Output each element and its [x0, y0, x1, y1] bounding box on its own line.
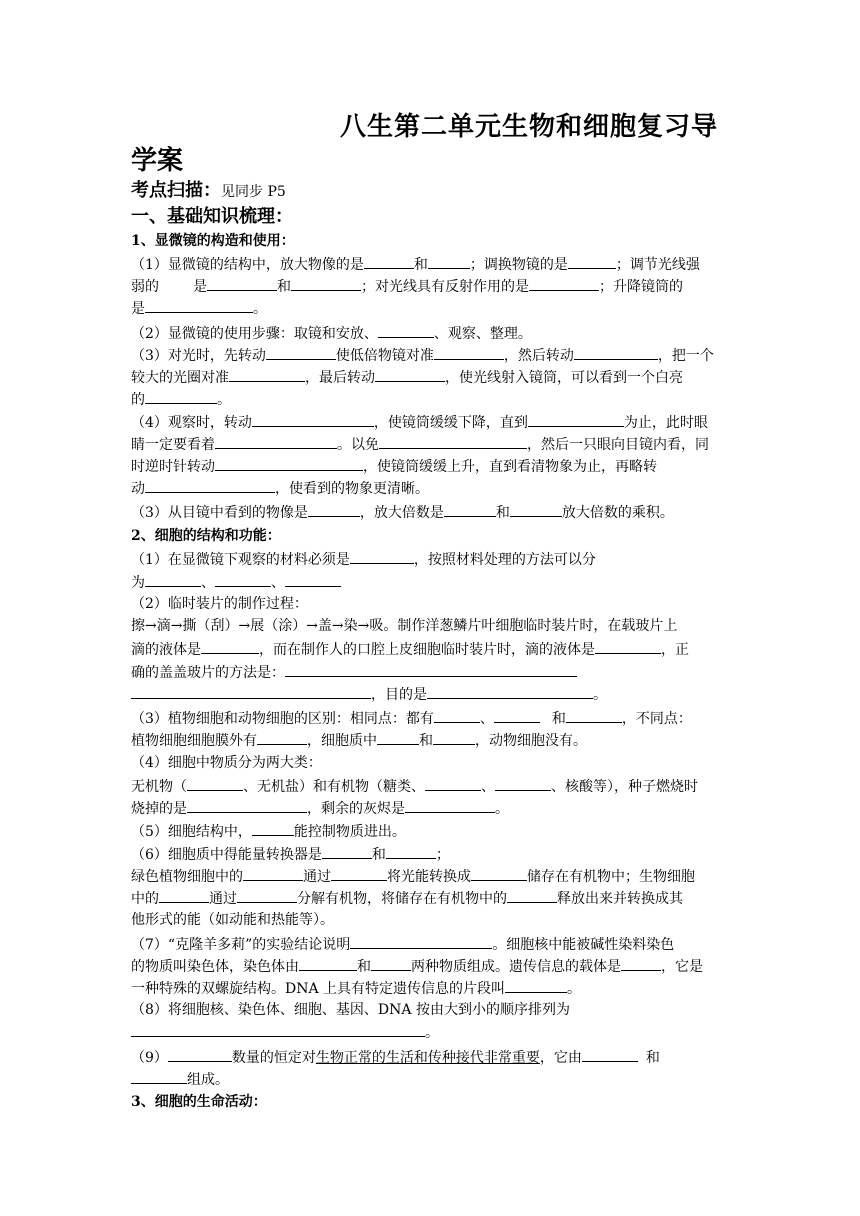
blank[interactable]	[145, 390, 217, 404]
text: 的物质叫染色体，染色体由	[131, 959, 299, 975]
c2-line5	[131, 685, 607, 704]
text: 将光能转换成	[387, 869, 471, 885]
text: 通过	[303, 869, 331, 885]
blank[interactable]	[257, 731, 307, 745]
underlined-text: 生物正常的生活和传种接代非常重要	[315, 1050, 540, 1066]
c8-line2	[131, 1023, 439, 1042]
text: ，按照材料处理的方法可以分	[413, 552, 596, 568]
blank[interactable]	[187, 777, 243, 791]
blank[interactable]	[595, 640, 661, 654]
c1-line2	[131, 573, 341, 592]
q2-line	[131, 324, 532, 343]
blank[interactable]	[252, 413, 374, 427]
text: 释放出来并转换成其	[557, 891, 683, 907]
text: 放大倍数的乘积。	[561, 505, 674, 521]
text: ，使镜筒缓缓上升，直到看清物象为止，再略转	[363, 459, 657, 475]
text: 储存在有机物中；生物细胞	[527, 869, 695, 885]
text: 分解有机物，将储存在有机物中的	[297, 891, 507, 907]
text: 是	[131, 301, 145, 317]
text: 和	[413, 257, 428, 273]
q1-line1	[131, 255, 700, 274]
scan-label: 考点扫描：	[131, 180, 221, 201]
q3-line2	[131, 368, 683, 387]
blank[interactable]	[425, 777, 481, 791]
c6-line2	[131, 867, 695, 886]
blank[interactable]	[243, 867, 303, 881]
text: 、	[479, 711, 494, 727]
text: 、	[481, 779, 495, 795]
c9-line2	[131, 1070, 229, 1089]
text: 和	[419, 733, 433, 749]
blank[interactable]	[377, 731, 419, 745]
blank[interactable]	[434, 709, 480, 723]
text: ，它由	[539, 1050, 582, 1066]
text: 绿色植物细胞中的	[131, 869, 243, 885]
c2-line4	[131, 663, 577, 682]
text: ，正	[661, 642, 689, 658]
text: ；升降镜筒的	[599, 279, 683, 295]
text: 两种物质组成。遗传信息的载体是	[411, 959, 621, 975]
blank[interactable]	[427, 685, 593, 699]
blank[interactable]	[568, 255, 616, 269]
c5-line	[131, 822, 406, 841]
c1-line1	[131, 550, 596, 569]
c6-line3	[131, 889, 683, 908]
c2-line3	[131, 640, 689, 659]
blank[interactable]	[350, 550, 414, 564]
text: ，最后转动	[305, 370, 375, 386]
blank[interactable]	[229, 368, 305, 382]
blank[interactable]	[159, 889, 209, 903]
c3-line1	[131, 709, 692, 728]
text: （2）显微镜的使用步骤：取镜和安放、	[131, 326, 378, 342]
text: 滴的液体是	[131, 642, 201, 658]
text: 为止，此时眼	[623, 415, 708, 431]
c7-line3	[131, 979, 581, 998]
blank[interactable]	[495, 777, 551, 791]
blank[interactable]	[266, 346, 336, 360]
text: 使低倍物镜对准	[335, 348, 434, 364]
title-line1: 八生第二单元生物和细胞复习导	[340, 112, 719, 142]
heading-microscope: 1、显微镜的构造和使用：	[131, 233, 295, 249]
text: 和	[495, 505, 510, 521]
blank[interactable]	[566, 709, 622, 723]
heading-life: 3、细胞的生命活动：	[131, 1094, 267, 1110]
blank[interactable]	[434, 346, 504, 360]
text: （7）“克隆羊多莉”的实验结论说明	[131, 937, 351, 953]
q4-line3	[131, 457, 657, 476]
blank[interactable]	[131, 1023, 425, 1037]
blank[interactable]	[371, 957, 411, 971]
blank[interactable]	[433, 731, 475, 745]
q4-line2	[131, 435, 709, 454]
c2-line2: 擦→滴→撕（刮）→展（涂）→盖→染→吸。制作洋葱鳞片叶细胞临时装片时，在载玻片上	[131, 618, 678, 634]
text: 动	[131, 481, 145, 497]
blank[interactable]	[494, 709, 540, 723]
blank[interactable]	[364, 255, 414, 269]
blank[interactable]	[168, 1048, 232, 1062]
text: （1）显微镜的结构中，放大物像的是	[131, 257, 364, 273]
text: 时逆时针转动	[131, 459, 215, 475]
text: 、	[201, 575, 215, 591]
text: 通过	[209, 891, 237, 907]
text: 数量的恒定对	[231, 1050, 316, 1066]
text: ；对光线具有反射作用的是	[361, 279, 529, 295]
scan-line	[131, 180, 286, 203]
text: 和	[551, 711, 566, 727]
blank[interactable]	[237, 889, 297, 903]
text: 。	[217, 392, 231, 408]
text: 。	[253, 301, 267, 317]
text: 和	[371, 847, 386, 863]
blank[interactable]	[405, 799, 495, 813]
text: 确的盖盖玻片的方法是：	[131, 665, 285, 681]
text: 和	[277, 279, 291, 295]
c4-line2	[131, 777, 698, 796]
blank[interactable]	[285, 663, 577, 677]
text: ；调节光线强	[615, 257, 700, 273]
text: 较大的光圈对准	[131, 370, 229, 386]
text: ，使光线射入镜筒，可以看到一个白亮	[445, 370, 683, 386]
text: （5）细胞结构中，	[131, 824, 252, 840]
blank[interactable]	[285, 573, 341, 587]
blank[interactable]	[207, 277, 277, 291]
text: 一种特殊的双螺旋结构。DNA 上具有特定遗传信息的片段叫	[131, 981, 506, 997]
blank[interactable]	[201, 640, 259, 654]
text: 。以免	[337, 437, 379, 453]
text: 睛一定要看着	[131, 437, 215, 453]
blank[interactable]	[131, 685, 371, 699]
text: ，然后转动	[503, 348, 574, 364]
text: ，使看到的物象更清晰。	[275, 481, 429, 497]
text: ，动物细胞没有。	[475, 733, 587, 749]
blank[interactable]	[291, 277, 361, 291]
blank[interactable]	[471, 867, 527, 881]
section-heading-basics: 一、基础知识梳理：	[131, 206, 293, 227]
blank[interactable]	[215, 457, 363, 471]
blank[interactable]	[331, 867, 387, 881]
text: 无机物（	[131, 779, 187, 795]
text: ；调换物镜的是	[469, 257, 568, 273]
text: 组成。	[187, 1072, 229, 1088]
text: 、无机盐）和有机物（糖类、	[243, 779, 425, 795]
text: ，把一个	[657, 348, 714, 364]
q5-line	[131, 503, 674, 522]
blank[interactable]	[215, 573, 271, 587]
text: ，不同点：	[621, 711, 692, 727]
text: 为	[131, 575, 145, 591]
text: （3）植物细胞和动物细胞的区别：相同点：都有	[131, 711, 434, 727]
blank[interactable]	[299, 957, 357, 971]
blank[interactable]	[145, 479, 275, 493]
c7-line2	[131, 957, 703, 976]
q1-line2	[131, 277, 683, 296]
blank[interactable]	[322, 845, 372, 859]
text: ，细胞质中	[307, 733, 377, 749]
c6-line4: 他形式的能（如动能和热能等）。	[131, 912, 334, 928]
q4-line4	[131, 479, 429, 498]
heading-cell: 2、细胞的结构和功能：	[131, 528, 281, 544]
blank[interactable]	[308, 503, 360, 517]
blank[interactable]	[215, 435, 337, 449]
text: 和	[645, 1050, 660, 1066]
blank[interactable]	[510, 503, 562, 517]
q3-line3	[131, 390, 231, 409]
blank[interactable]	[187, 799, 307, 813]
text: 弱的	[131, 279, 159, 295]
text: 。细胞核中能被碱性染料染色	[492, 937, 675, 953]
blank[interactable]	[145, 573, 201, 587]
c8-line1: （8）将细胞核、染色体、细胞、基因、DNA 按由大到小的顺序排列为	[131, 1002, 570, 1018]
text: 。	[425, 1025, 439, 1041]
blank[interactable]	[386, 845, 436, 859]
text: ，它是	[661, 959, 703, 975]
blank[interactable]	[507, 889, 557, 903]
text: 植物细胞细胞膜外有	[131, 733, 257, 749]
text: （6）细胞质中得能量转换器是	[131, 847, 322, 863]
c7-line1	[131, 935, 674, 954]
text: ，然后一只眼向目镜内看，同	[527, 437, 709, 453]
text: （3）从目镜中看到的物像是	[131, 505, 308, 521]
text: 烧掉的是	[131, 801, 187, 817]
blank[interactable]	[378, 324, 434, 338]
scan-text: 见同步 P5	[221, 184, 286, 200]
text: ，目的是	[371, 687, 427, 703]
q4-line1	[131, 413, 708, 432]
blank[interactable]	[428, 255, 470, 269]
text: ；	[435, 847, 450, 863]
blank[interactable]	[444, 503, 496, 517]
text: 、	[271, 575, 285, 591]
c9-line1	[131, 1048, 660, 1067]
blank[interactable]	[375, 368, 445, 382]
text: 是	[193, 279, 207, 295]
blank[interactable]	[252, 822, 294, 836]
c3-line2	[131, 731, 587, 750]
c2-line1: （2）临时装片的制作过程：	[131, 596, 308, 612]
text: 、核酸等），种子燃烧时	[551, 779, 698, 795]
text: 。	[567, 981, 582, 997]
text: 的	[131, 392, 145, 408]
text: 。	[593, 687, 607, 703]
text: 。	[495, 801, 509, 817]
blank[interactable]	[621, 957, 661, 971]
blank[interactable]	[145, 299, 253, 313]
text: （3）对光时，先转动	[131, 348, 266, 364]
text: ，剩余的灰烬是	[307, 801, 405, 817]
blank[interactable]	[505, 979, 567, 993]
text: （9）	[131, 1050, 168, 1066]
text: ，使镜筒缓缓下降，直到	[373, 415, 528, 431]
c6-line1	[131, 845, 450, 864]
q1-line3	[131, 299, 267, 318]
blank[interactable]	[574, 346, 658, 360]
text: ，而在制作人的口腔上皮细胞临时装片时，滴的液体是	[259, 642, 595, 658]
text: 中的	[131, 891, 159, 907]
blank[interactable]	[582, 1048, 638, 1062]
q3-line1	[131, 346, 714, 365]
blank[interactable]	[350, 935, 492, 949]
text: 、观察、整理。	[433, 326, 532, 342]
blank[interactable]	[379, 435, 527, 449]
title-line2: 学案	[131, 146, 184, 176]
text: （1）在显微镜下观察的材料必须是	[131, 552, 350, 568]
text: ，放大倍数是	[359, 505, 444, 521]
blank[interactable]	[131, 1070, 187, 1084]
blank[interactable]	[528, 413, 624, 427]
c4-line1: （4）细胞中物质分为两大类：	[131, 755, 322, 771]
text: 和	[357, 959, 371, 975]
blank[interactable]	[529, 277, 599, 291]
text: （4）观察时，转动	[131, 415, 252, 431]
c4-line3	[131, 799, 509, 818]
text: 能控制物质进出。	[293, 824, 406, 840]
